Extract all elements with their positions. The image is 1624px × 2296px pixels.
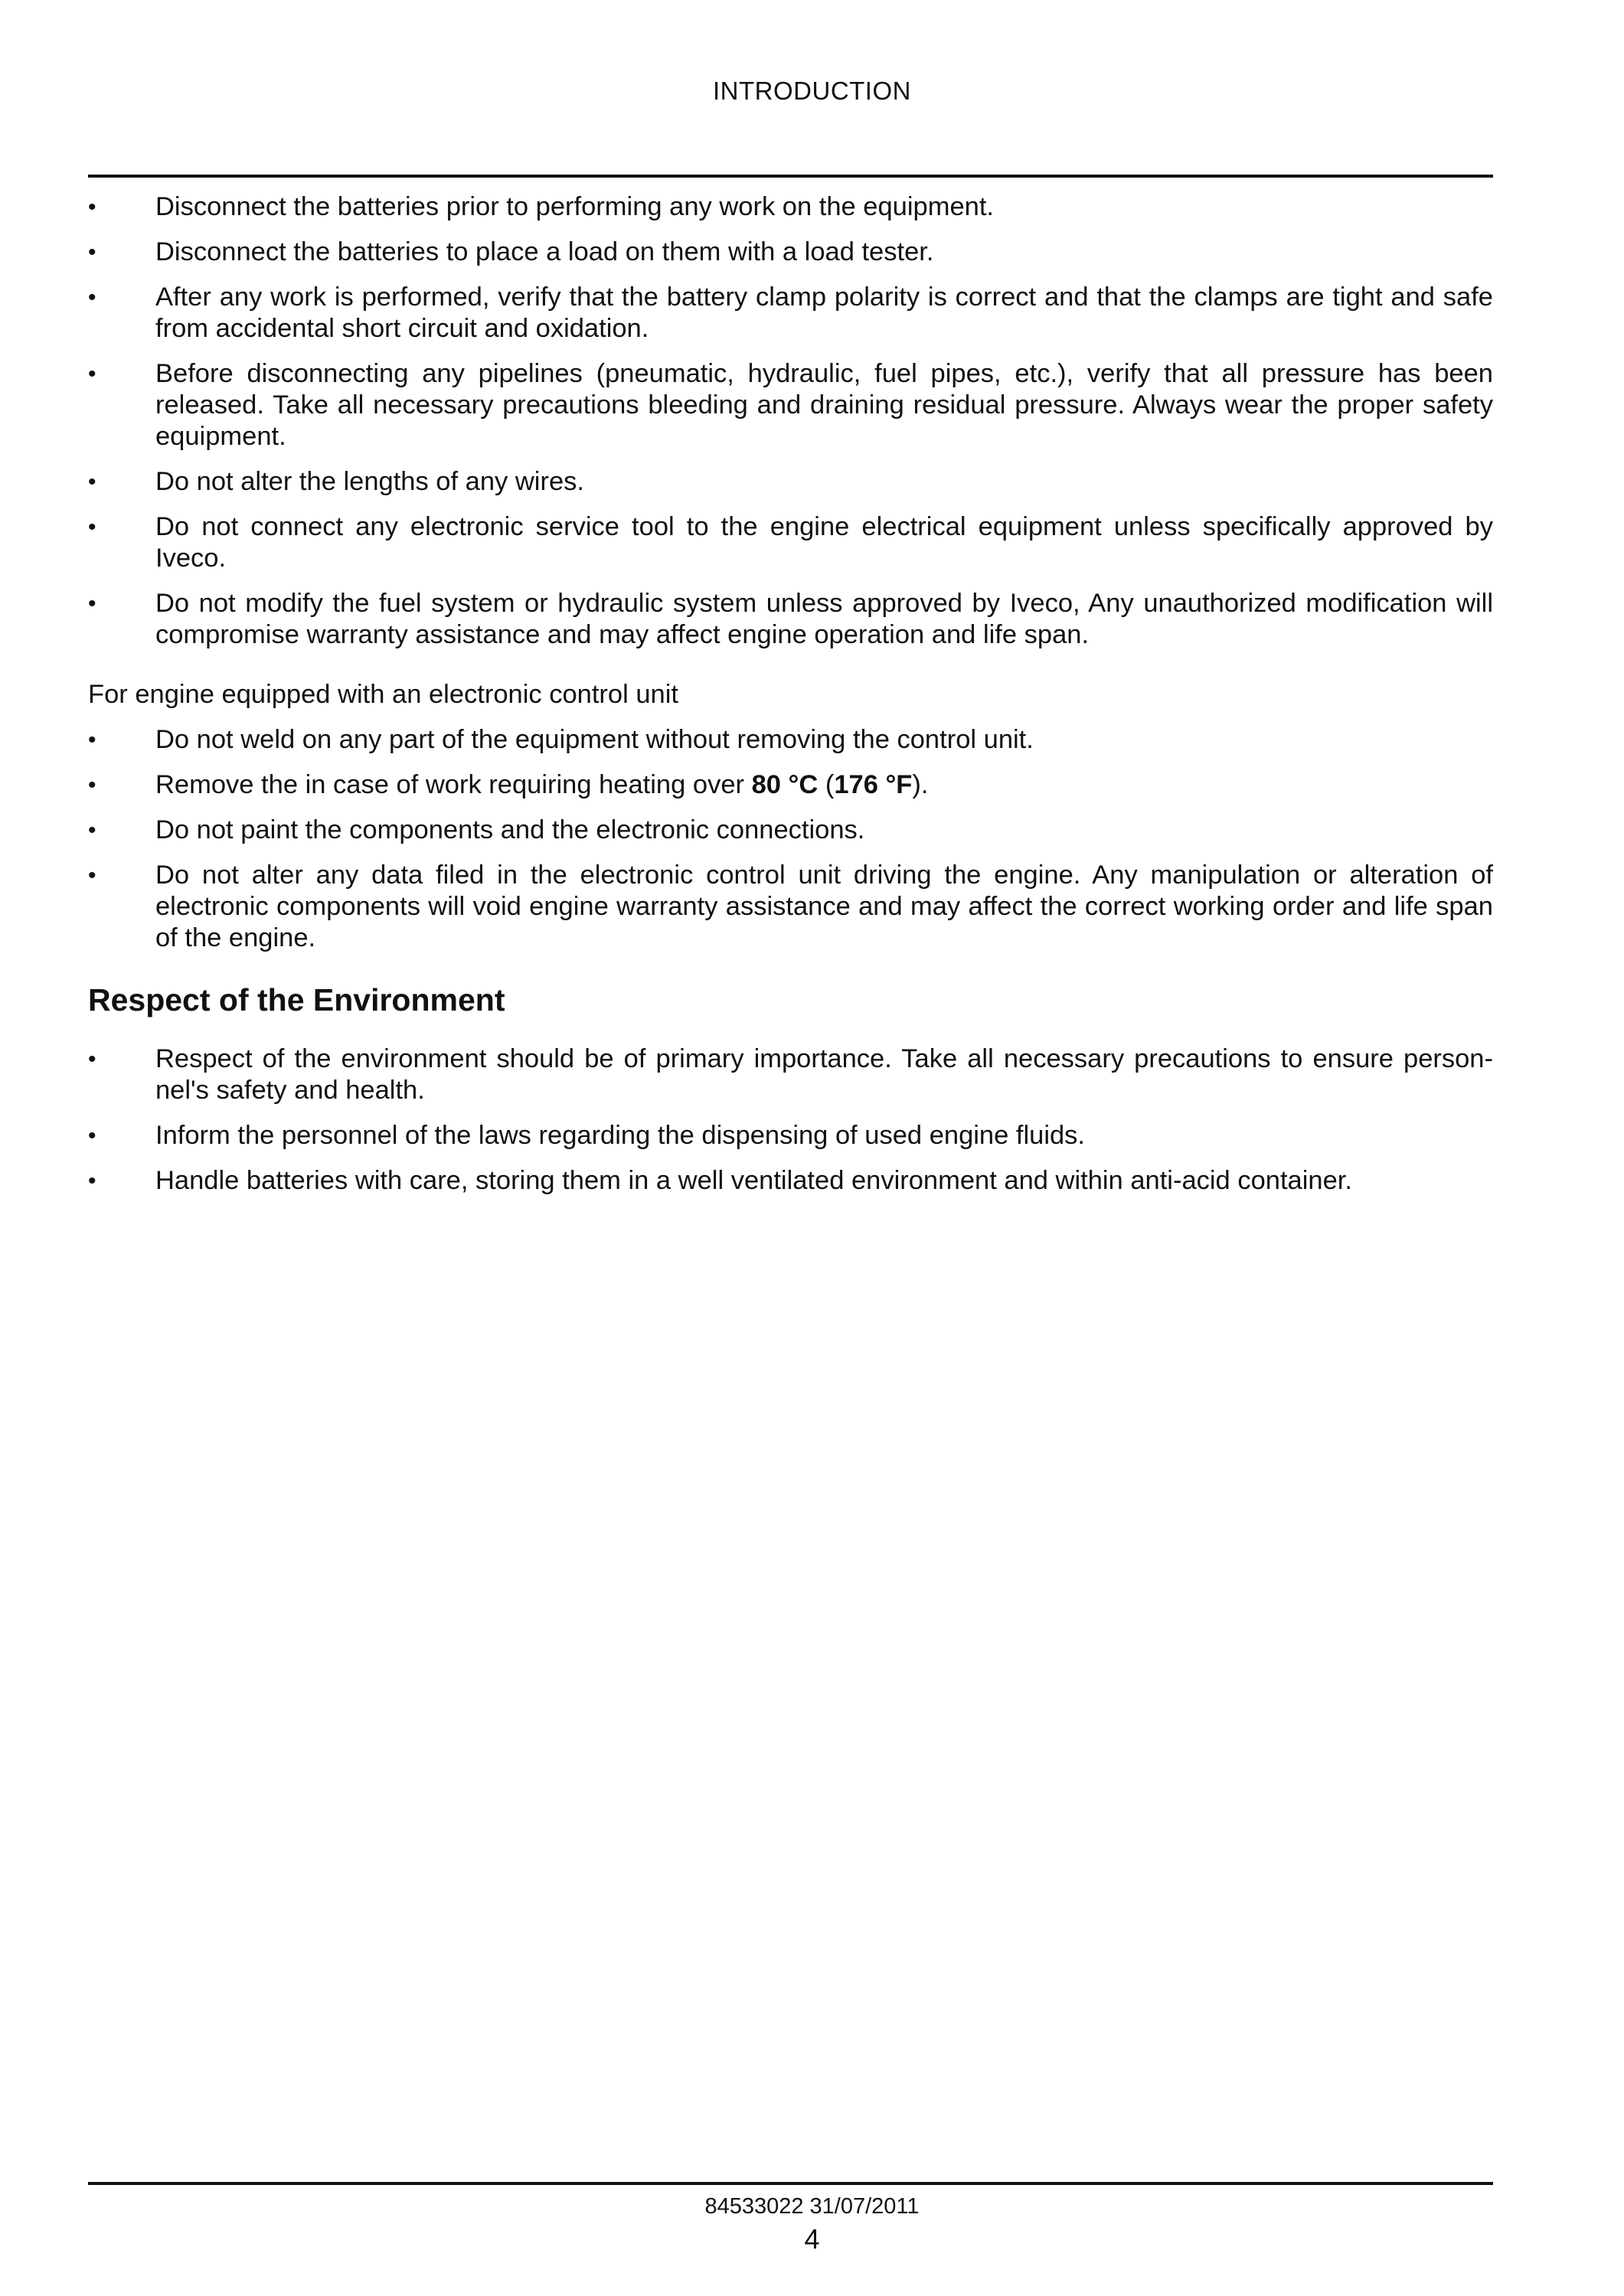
bullet-icon: •	[88, 818, 96, 843]
list-item	[88, 358, 1493, 452]
ecu-list	[88, 724, 1493, 954]
list-item	[88, 815, 1493, 846]
list-item-text: Do not weld on any part of the equipment without removing the control unit.	[155, 725, 1034, 754]
list-item	[88, 511, 1493, 574]
list-item-text: Do not alter any data filed in the electronic control unit driving the engine. Any manipulation or alteration of electronic components will void engine warranty assistance and may affect the correct working order and life span of the engine.	[155, 861, 1493, 952]
list-item-text: Disconnect the batteries to place a load on them with a load tester.	[155, 237, 934, 266]
list-item	[88, 1165, 1493, 1197]
list-item-text	[155, 770, 928, 799]
environment-heading: Respect of the Environment	[88, 982, 505, 1017]
bullet-icon: •	[88, 772, 96, 798]
list-item-text: Do not paint the components and the electronic connections.	[155, 815, 865, 844]
list-item	[88, 282, 1493, 345]
bullet-icon: •	[88, 1123, 96, 1148]
paren-close: ).	[912, 770, 929, 799]
list-item-text: Respect of the environment should be of primary importance. Take all necessary precautions to ensure personnel's safety and health.	[155, 1044, 1493, 1105]
list-item	[88, 860, 1493, 954]
footer-rule	[88, 2182, 1493, 2185]
list-item	[88, 191, 1493, 223]
bullet-icon: •	[88, 361, 96, 387]
paren-open: (	[818, 770, 835, 799]
list-item	[88, 1043, 1493, 1106]
list-item-text: Do not alter the lengths of any wires.	[155, 467, 584, 496]
bullet-icon: •	[88, 1168, 96, 1194]
list-item-text: Inform the personnel of the laws regarding the dispensing of used engine fluids.	[155, 1121, 1086, 1150]
bullet-icon: •	[88, 285, 96, 310]
bullet-icon: •	[88, 727, 96, 753]
list-item-text: Handle batteries with care, storing them in a well ventilated environment and within anti-acid container.	[155, 1166, 1352, 1195]
page-content	[88, 191, 1493, 1210]
bullet-icon: •	[88, 863, 96, 888]
list-item	[88, 237, 1493, 268]
list-item	[88, 1120, 1493, 1151]
page-number: 4	[804, 2223, 820, 2255]
list-item	[88, 588, 1493, 651]
header-rule	[88, 175, 1493, 178]
list-item	[88, 466, 1493, 498]
list-item-text: Before disconnecting any pipelines (pneumatic, hydraulic, fuel pipes, etc.), verify that all pressure has been released. Take all necessary precautions bleeding and draining residual pressure. Always wear the proper safety equipment.	[155, 359, 1493, 451]
list-item-text: Do not modify the fuel system or hydraulic system unless approved by Iveco, Any unauthorized modification will compromise warranty assistance and may affect engine operation and life span.	[155, 589, 1493, 649]
bullet-icon: •	[88, 469, 96, 495]
bullet-icon: •	[88, 1047, 96, 1072]
ecu-intro-paragraph: For engine equipped with an electronic control unit	[88, 680, 678, 709]
list-item	[88, 724, 1493, 756]
temperature-celsius: 80 °C	[751, 770, 819, 799]
temperature-fahrenheit: 176 °F	[834, 770, 913, 799]
bullet-icon: •	[88, 240, 96, 265]
environment-list	[88, 1043, 1493, 1197]
safety-list	[88, 191, 1493, 651]
bullet-icon: •	[88, 514, 96, 540]
list-item-text: Disconnect the batteries prior to performing any work on the equipment.	[155, 192, 994, 221]
list-item-text: After any work is performed, verify that the battery clamp polarity is correct and that the clamps are tight and safe from accidental short circuit and oxidation.	[155, 283, 1493, 343]
bullet-icon: •	[88, 194, 96, 220]
footer-doc-reference: 84533022 31/07/2011	[704, 2194, 920, 2219]
list-item	[88, 769, 1493, 801]
bullet-icon: •	[88, 591, 96, 616]
page-header-title: INTRODUCTION	[713, 77, 911, 105]
list-item-text: Do not connect any electronic service tool to the engine electrical equipment unless specifically approved by Iveco.	[155, 512, 1493, 573]
list-item-text-prefix: Remove the in case of work requiring heating over	[155, 770, 752, 799]
